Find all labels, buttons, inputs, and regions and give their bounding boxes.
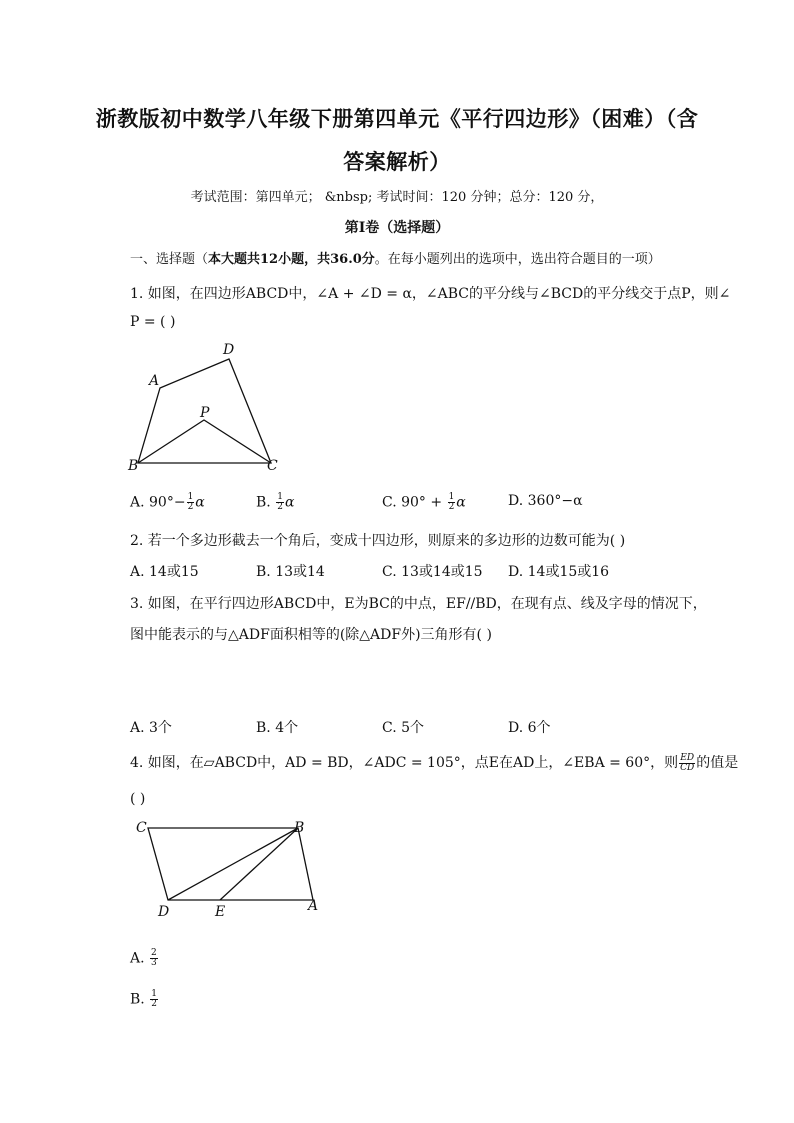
section-bold: 本大题共12小题，共36.0分 [208,252,375,267]
q1-option-a-fraction [187,493,195,512]
q3-text-line2: 图中能表示的与△ADF面积相等的(除△ADF外)三角形有( ) [130,627,492,643]
q1-option-c-num: 1 [448,492,455,502]
exam-info: 考试范围：第四单元； &nbsp; 考试时间：120 分钟；总分：120 分， [190,190,604,205]
q1-option-d[interactable]: D. 360°−α [508,493,583,509]
volume-heading: 第I卷（选择题） [344,220,450,236]
q1-label-a: A [149,373,160,389]
q4-frac-den: CD [680,762,695,773]
section-prefix: 一、选择题（ [130,252,209,267]
q1-text-line1: 1. 如图，在四边形ABCD中，∠A + ∠D = α，∠ABC的平分线与∠BCD的平分线交于点P，则∠ [130,286,731,302]
q4-text-line2: ( ) [130,791,146,807]
q3-option-a[interactable]: A. 3个 [130,720,172,736]
q4-option-a-num: 2 [151,948,157,958]
q1-option-b-den: 2 [277,502,283,512]
q4-frac-num: ED [680,752,695,763]
q4-option-b[interactable] [130,990,159,1009]
q2-option-c[interactable]: C. 13或14或15 [382,564,483,580]
q4-option-a-fraction [150,949,158,968]
q4-text-line1 [130,752,738,773]
q1-option-a-den: 2 [187,502,194,512]
q3-option-c[interactable]: C. 5个 [382,720,425,736]
q4-label-d: D [158,904,170,920]
q4-label-c: C [136,820,147,836]
q1-option-b-suffix: α [284,494,295,511]
q3-option-d[interactable]: D. 6个 [508,720,551,736]
q1-option-b[interactable] [256,493,294,512]
q1-option-c-fraction [448,493,456,512]
q2-text: 2. 若一个多边形截去一个角后，变成十四边形，则原来的多边形的边数可能为( ) [130,533,626,549]
q4-fraction-ed-cd [679,754,695,773]
section-suffix: 。在每小题列出的选项中，选出符合题目的一项） [374,252,661,267]
q1-option-b-prefix: B. [256,494,276,511]
q4-option-b-num: 1 [151,989,157,999]
q3-text-line1: 3. 如图，在平行四边形ABCD中，E为BC的中点，EF//BD，在现有点、线及字母的情况下， [130,596,707,612]
q1-label-b: B [128,458,139,474]
q4-option-b-fraction [150,990,158,1009]
q4-option-a-prefix: A. [130,950,150,967]
q4-option-a-den: 3 [151,958,157,968]
q1-bisector-lines [138,420,271,463]
q4-option-b-den: 2 [151,999,157,1009]
q4-option-a[interactable] [130,949,159,968]
q1-option-c-den: 2 [448,502,455,512]
q1-label-c: C [267,458,278,474]
q4-label-b: B [294,820,305,836]
q3-option-b[interactable]: B. 4个 [256,720,299,736]
q1-text-line2: P = ( ) [130,314,176,330]
q4-label-a: A [308,898,319,914]
q4-figure [128,812,328,922]
q1-label-d: D [223,342,235,358]
section-heading [130,248,661,267]
q1-option-a-num: 1 [187,492,194,502]
q1-option-c[interactable] [382,493,466,512]
q1-option-a-prefix: A. 90°− [130,494,186,511]
q2-option-d[interactable]: D. 14或15或16 [508,564,610,580]
q1-option-c-prefix: C. 90° + [382,494,447,511]
q4-option-b-prefix: B. [130,991,150,1008]
q4-text-part1: 4. 如图，在▱ABCD中，AD = BD，∠ADC = 105°，点E在AD上，∠EBA = 60°，则 [130,755,679,771]
q1-option-c-suffix: α [456,494,466,511]
q2-option-a[interactable]: A. 14或15 [130,564,199,580]
q1-option-a[interactable] [130,493,205,512]
q1-figure [125,340,285,475]
q4-label-e: E [215,904,226,920]
q4-diagonal-bd [168,828,298,900]
q1-option-a-suffix: α [195,494,205,511]
q2-option-b[interactable]: B. 13或14 [256,564,325,580]
q4-text-part2: 的值是 [696,755,739,771]
q1-option-b-num: 1 [277,492,283,502]
exam-title-line1: 浙教版初中数学八年级下册第四单元《平行四边形》（困难）（含 [95,107,699,131]
exam-title-line2: 答案解析） [343,150,451,174]
q1-option-b-fraction [276,493,284,512]
q4-parallelogram [148,828,313,900]
q1-label-p: P [200,405,210,421]
